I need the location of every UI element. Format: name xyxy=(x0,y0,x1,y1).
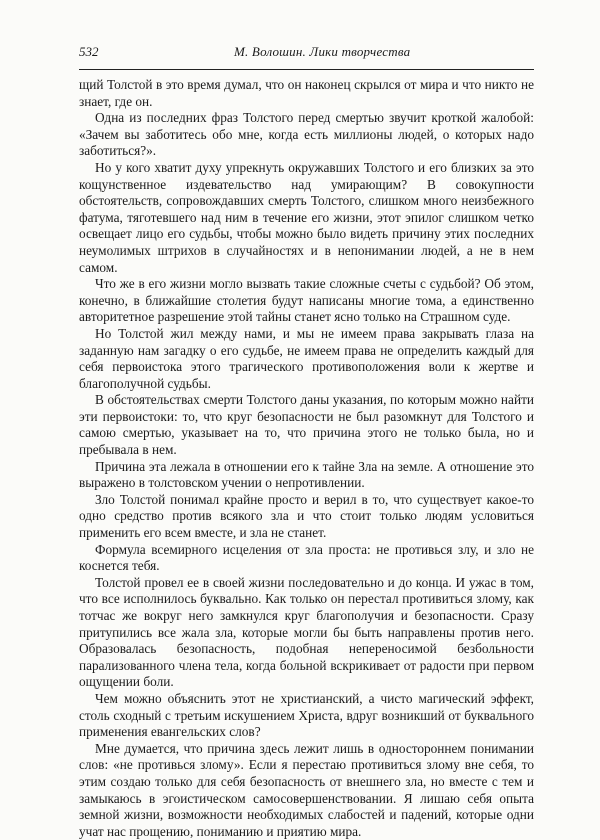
paragraph: Формула всемирного исцеления от зла проста: не противься злу, и зло не коснется тебя. xyxy=(79,541,534,574)
paragraph: Причина эта лежала в отношении его к тайне Зла на земле. А отношение это выражено в толстовском учении о непротивлении. xyxy=(79,458,534,491)
header-rule xyxy=(79,69,534,70)
paragraph: В обстоятельствах смерти Толстого даны указания, по которым можно найти эти первоистоки: то, что круг безопасности не был разомкнут для Толстого и самою смертью, указывает на то, что причина этого не только была, но и пребывала в нем. xyxy=(79,392,534,458)
paragraph: Что же в его жизни могло вызвать такие сложные счеты с судьбой? Об этом, конечно, в ближайшие столетия будут написаны многие тома, а единственно авторитетное разрешение этой тайны станет ясно только на Страшном суде. xyxy=(79,276,534,325)
paragraph: щий Толстой в это время думал, что он наконец скрылся от мира и что никто не знает, где он. xyxy=(79,77,534,109)
paragraph: Чем можно объяснить этот не христианский, а чисто магический эффект, столь сходный с третьим искушением Христа, вдруг возникший от буквального применения евангельских слов? xyxy=(79,690,534,740)
paragraph: Одна из последних фраз Толстого перед смертью звучит кроткой жалобой: «Зачем вы заботитесь обо мне, когда есть миллионы людей, о которых надо заботиться?». xyxy=(79,110,534,159)
paragraph: Но у кого хватит духу упрекнуть окружавших Толстого и его близких за это кощунственное издевательство над умирающим? В совокупности обстоятельств, сопровождавших смерть Толстого, слишком много неизбежного фатума, тяготевшего над ним в течение его жизни, этот эпилог слишком четко освещает лицо его судьбы, чтобы можно было видеть причину этих последних неумолимых штрихов в случайностях и в непонимании людей, а не в нем самом. xyxy=(79,159,534,275)
paragraph: Толстой провел ее в своей жизни последовательно и до конца. И ужас в том, что все исполнилось буквально. Как только он перестал противиться злому, как тотчас же вокруг него замкнулся круг благополучия и безопасности. Сразу притупились все жала зла, которые могли бы быть направлены против него. Образовалась безопасность, подобная непереносимой безбольности парализованного члена тела, когда больной вскрикивает от радости при первом ощущении боли. xyxy=(79,574,534,690)
page-number: 532 xyxy=(79,44,99,59)
page-header xyxy=(79,0,534,74)
paragraph: Но Толстой жил между нами, и мы не имеем права закрывать глаза на заданную нам загадку о его судьбе, не имеем права не определить каждый для себя первоистока этого трагического противоположения воли к жертве и благополучной судьбы. xyxy=(79,325,534,391)
body-text xyxy=(79,77,534,840)
paragraph: Зло Толстой понимал крайне просто и верил в то, что существует какое-то одно средство против всякого зла и что стоит только людям условиться применить его всем вместе, и зла не станет. xyxy=(79,491,534,541)
running-title: М. Волошин. Лики творчества xyxy=(234,44,411,59)
paragraph: Мне думается, что причина здесь лежит лишь в одностороннем понимании слов: «не противься злому». Если я перестаю противиться злому вне себя, то этим создаю только для себя безопасность от внешнего зла, но вместе с тем и замыкаюсь в эгоистическом самосовершенствовании. Я лишаю себя опыта земной жизни, возможности необходимых слабостей и падений, которые одни учат нас прощению, пониманию и приятию мира. xyxy=(79,740,534,839)
